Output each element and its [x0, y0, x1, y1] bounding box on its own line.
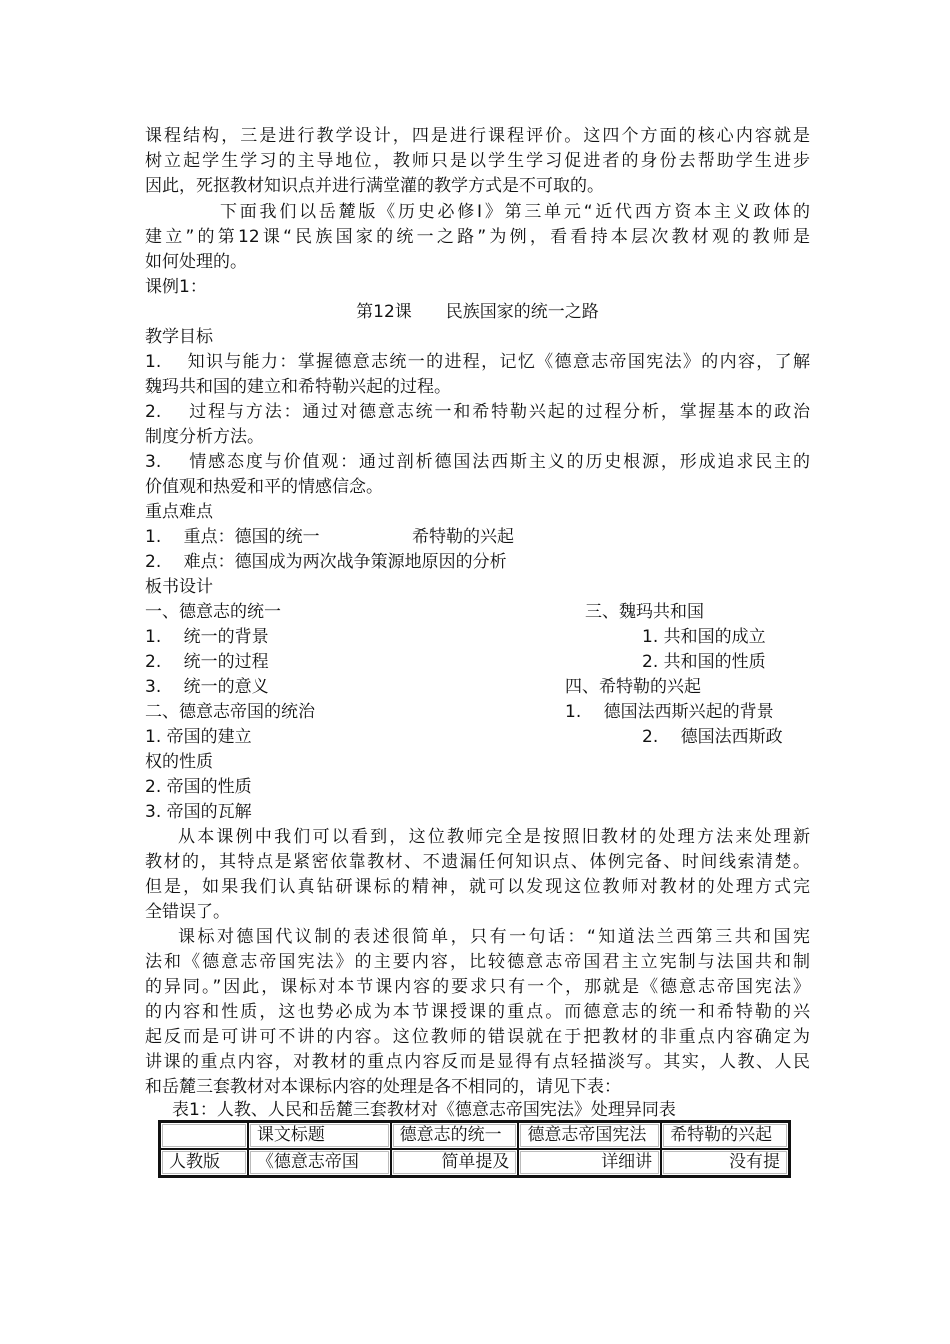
- board-right-item: 2. 共和国的性质: [642, 652, 766, 672]
- goal-line: 2. 过程与方法：通过对德意志统一和希特勒兴起的过程分析，掌握基本的政治: [145, 402, 810, 422]
- board-right-item: 三、魏玛共和国: [585, 602, 704, 622]
- board-left-item: 2. 统一的过程: [145, 652, 269, 672]
- board-left-item: 3. 帝国的瓦解: [145, 802, 252, 822]
- paragraph-line: 但是，如果我们认真钻研课标的精神，就可以发现这位教师对教材的处理方式完: [145, 877, 810, 897]
- board-left-item: 3. 统一的意义: [145, 677, 269, 697]
- paragraph-line: 从本课例中我们可以看到，这位教师完全是按照旧教材的处理方法来处理新: [178, 827, 810, 847]
- paragraph-line: 如何处理的。: [145, 252, 247, 272]
- keypoint-line: 1. 重点：德国的统一: [145, 527, 320, 547]
- paragraph-line: 法和《德意志帝国宪法》的主要内容，比较德意志帝国君主立宪制与法国共和制: [145, 952, 810, 972]
- table-cell: 详细讲: [518, 1149, 661, 1176]
- table-cell: 《德意志帝国: [248, 1149, 391, 1176]
- keypoint-line: 希特勒的兴起: [412, 527, 514, 547]
- paragraph-line: 起反而是可讲可不讲的内容。这位教师的错误就在于把教材的非重点内容确定为: [145, 1027, 810, 1047]
- paragraph-line: 建立”的第12课“民族国家的统一之路”为例，看看持本层次教材观的教师是: [145, 227, 810, 247]
- table-header-cell: [160, 1122, 248, 1149]
- board-left-item: 一、德意志的统一: [145, 602, 281, 622]
- board-left-item: 权的性质: [145, 752, 213, 772]
- paragraph-line: 教材的，其特点是紧密依靠教材、不遗漏任何知识点、体例完备、时间线索清楚。: [145, 852, 810, 872]
- keypoint-line: 2. 难点：德国成为两次战争策源地原因的分析: [145, 552, 507, 572]
- table-header-cell: 课文标题: [248, 1122, 391, 1149]
- table-cell: 简单提及: [391, 1149, 519, 1176]
- board-left-item: 二、德意志帝国的统治: [145, 702, 315, 722]
- goal-line: 3. 情感态度与价值观：通过剖析德国法西斯主义的历史根源，形成追求民主的: [145, 452, 810, 472]
- paragraph-line: 因此，死抠教材知识点并进行满堂灌的教学方式是不可取的。: [145, 176, 604, 196]
- lesson-title: 第12课 民族国家的统一之路: [356, 302, 599, 322]
- table-header-cell: 希特勒的兴起: [661, 1122, 789, 1149]
- goal-line: 1. 知识与能力：掌握德意志统一的进程，记忆《德意志帝国宪法》的内容，了解: [145, 352, 810, 372]
- paragraph-line: 全错误了。: [145, 902, 230, 922]
- table-header-cell: 德意志帝国宪法: [518, 1122, 661, 1149]
- paragraph-line: 讲课的重点内容，对教材的重点内容反而是显得有点轻描淡写。其实，人教、人民: [145, 1052, 810, 1072]
- board-heading: 板书设计: [145, 577, 213, 597]
- goals-heading: 教学目标: [145, 327, 213, 347]
- board-right-item: 1. 共和国的成立: [642, 627, 766, 647]
- keypoints-heading: 重点难点: [145, 502, 213, 522]
- case-label: 课例1：: [145, 277, 207, 297]
- table-cell: 没有提: [661, 1149, 789, 1176]
- table-cell: 人教版: [160, 1149, 248, 1176]
- board-left-item: 2. 帝国的性质: [145, 777, 252, 797]
- board-left-item: 1. 统一的背景: [145, 627, 269, 647]
- table-caption: 表1：人教、人民和岳麓三套教材对《德意志帝国宪法》处理异同表: [172, 1100, 676, 1120]
- table-header-row: [160, 1122, 789, 1149]
- goal-line: 制度分析方法。: [145, 427, 264, 447]
- paragraph-line: 的内容和性质，这也势必成为本节课授课的重点。而德意志的统一和希特勒的兴: [145, 1002, 810, 1022]
- paragraph-line: 下面我们以岳麓版《历史必修Ⅰ》第三单元“近代西方资本主义政体的: [220, 202, 810, 222]
- board-right-item: 1. 德国法西斯兴起的背景: [565, 702, 774, 722]
- paragraph-line: 的异同。”因此，课标对本节课内容的要求只有一个，那就是《德意志帝国宪法》: [145, 977, 810, 997]
- paragraph-line: 课标对德国代议制的表述很简单，只有一句话：“知道法兰西第三共和国宪: [178, 927, 810, 947]
- goal-line: 价值观和热爱和平的情感信念。: [145, 477, 383, 497]
- board-left-item: 1. 帝国的建立: [145, 727, 252, 747]
- paragraph-line: 树立起学生学习的主导地位，教师只是以学生学习促进者的身份去帮助学生进步: [145, 151, 810, 171]
- table-row: [160, 1149, 789, 1176]
- comparison-table: [158, 1120, 791, 1178]
- board-right-item: 四、希特勒的兴起: [565, 677, 701, 697]
- goal-line: 魏玛共和国的建立和希特勒兴起的过程。: [145, 377, 451, 397]
- table-header-cell: 德意志的统一: [391, 1122, 519, 1149]
- board-right-item: 2. 德国法西斯政: [642, 727, 783, 747]
- paragraph-line: 和岳麓三套教材对本课标内容的处理是各不相同的，请见下表：: [145, 1077, 621, 1097]
- paragraph-line: 课程结构，三是进行教学设计，四是进行课程评价。这四个方面的核心内容就是: [145, 126, 810, 146]
